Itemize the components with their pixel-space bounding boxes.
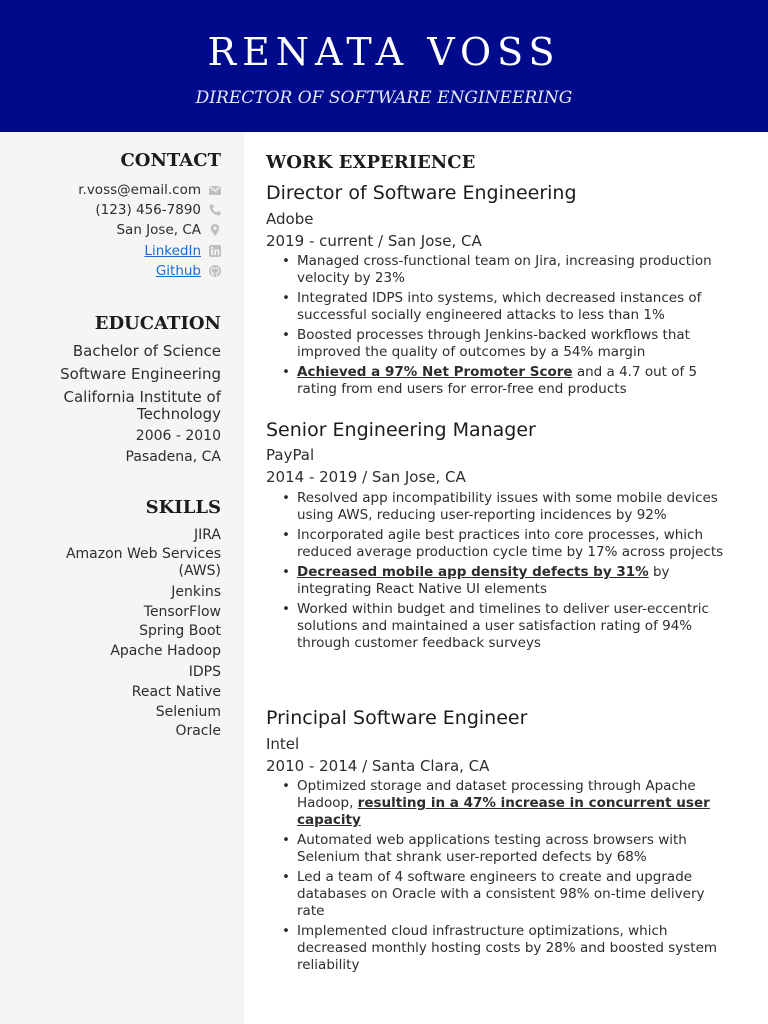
contact-linkedin[interactable]: [144, 243, 222, 259]
job-company: Intel: [266, 735, 300, 753]
job-bullet: • Worked within budget and timelines to deliver user-eccentric solutions and maintained a user satisfaction rating of 94% through customer feedback surveys: [282, 601, 726, 652]
job-bullet: • Led a team of 4 software engineers to create and upgrade databases on Oracle with a consistent 98% on-time delivery rate: [282, 869, 726, 920]
resume-header: [0, 0, 768, 132]
education-major: Software Engineering: [60, 365, 221, 383]
job-title: Senior Engineering Manager: [266, 419, 536, 441]
job-bullets: [282, 778, 726, 977]
education-years: 2006 - 2010: [135, 428, 221, 444]
phone-text: (123) 456-7890: [95, 202, 201, 218]
github-link[interactable]: Github: [155, 263, 201, 279]
map-pin-icon: [208, 223, 222, 237]
job-bullet: • Implemented cloud infrastructure optimizations, which decreased monthly hosting costs by 28% and boosted system reliability: [282, 923, 726, 974]
candidate-name: RENATA VOSS: [207, 30, 561, 74]
education-school-line2: Technology: [136, 405, 221, 423]
linkedin-icon: [208, 244, 222, 258]
job-bullet: • Managed cross-functional team on Jira, increasing production velocity by 23%: [282, 253, 726, 287]
skill-item: Apache Hadoop: [110, 643, 221, 659]
linkedin-link[interactable]: LinkedIn: [144, 243, 201, 259]
contact-heading: CONTACT: [120, 150, 221, 171]
skill-item: React Native: [131, 684, 221, 700]
skill-item: TensorFlow: [143, 604, 221, 620]
job-bullet: • Decreased mobile app density defects by 31% by integrating React Native UI elements: [282, 564, 726, 598]
education-location: Pasadena, CA: [125, 449, 221, 465]
location-text: San Jose, CA: [116, 222, 201, 238]
job-bullet: • Integrated IDPS into systems, which decreased instances of successful socially engineered attacks to less than 1%: [282, 290, 726, 324]
candidate-title: DIRECTOR OF SOFTWARE ENGINEERING: [195, 88, 573, 108]
envelope-icon: [208, 183, 222, 197]
job-title: Director of Software Engineering: [266, 182, 577, 204]
email-text: r.voss@email.com: [78, 182, 201, 198]
contact-github[interactable]: [156, 263, 222, 279]
contact-phone[interactable]: [95, 202, 222, 218]
skill-item: JIRA: [194, 527, 221, 543]
skill-item: Jenkins: [171, 584, 221, 600]
job-bullets: [282, 490, 726, 655]
job-bullet: • Incorporated agile best practices into core processes, which reduced average production cycle time by 17% across projects: [282, 527, 726, 561]
phone-icon: [208, 203, 222, 217]
job-dates-location: 2014 - 2019 / San Jose, CA: [266, 468, 466, 486]
skill-item: Selenium: [155, 704, 221, 720]
job-bullet: • Automated web applications testing across browsers with Selenium that shrank user-reported defects by 68%: [282, 832, 726, 866]
contact-location: [116, 222, 222, 238]
github-icon: [208, 264, 222, 278]
education-degree: Bachelor of Science: [72, 342, 221, 360]
job-bullet: • Optimized storage and dataset processing through Apache Hadoop, resulting in a 47% increase in concurrent user capacity: [282, 778, 726, 829]
education-heading: EDUCATION: [94, 313, 221, 334]
job-company: PayPal: [266, 446, 315, 464]
contact-email[interactable]: [78, 182, 222, 198]
skill-item: IDPS: [188, 664, 221, 680]
education-school-line1: California Institute of: [63, 388, 221, 406]
job-bullet: • Resolved app incompatibility issues with some mobile devices using AWS, reducing user-reporting incidences by 92%: [282, 490, 726, 524]
job-title: Principal Software Engineer: [266, 707, 528, 729]
skill-item: (AWS): [178, 563, 221, 579]
job-dates-location: 2010 - 2014 / Santa Clara, CA: [266, 757, 490, 775]
job-bullet: • Boosted processes through Jenkins-backed workflows that improved the quality of outcomes by a 54% margin: [282, 327, 726, 361]
skill-item: Amazon Web Services: [65, 546, 221, 562]
job-company: Adobe: [266, 210, 314, 228]
work-experience-heading: WORK EXPERIENCE: [266, 152, 476, 173]
sidebar: [0, 132, 244, 1024]
job-bullet: • Achieved a 97% Net Promoter Score and a 4.7 out of 5 rating from end users for error-free end products: [282, 364, 726, 398]
main-content: [244, 132, 768, 1024]
job-bullets: [282, 253, 726, 401]
bullet-highlight: resulting in a 47% increase in concurrent user capacity: [297, 795, 710, 828]
skills-heading: SKILLS: [145, 497, 221, 518]
skill-item: Spring Boot: [139, 623, 221, 639]
bullet-highlight: Achieved a 97% Net Promoter Score: [297, 364, 573, 380]
job-dates-location: 2019 - current / San Jose, CA: [266, 232, 482, 250]
skill-item: Oracle: [175, 723, 221, 739]
bullet-highlight: Decreased mobile app density defects by 31%: [297, 564, 649, 580]
